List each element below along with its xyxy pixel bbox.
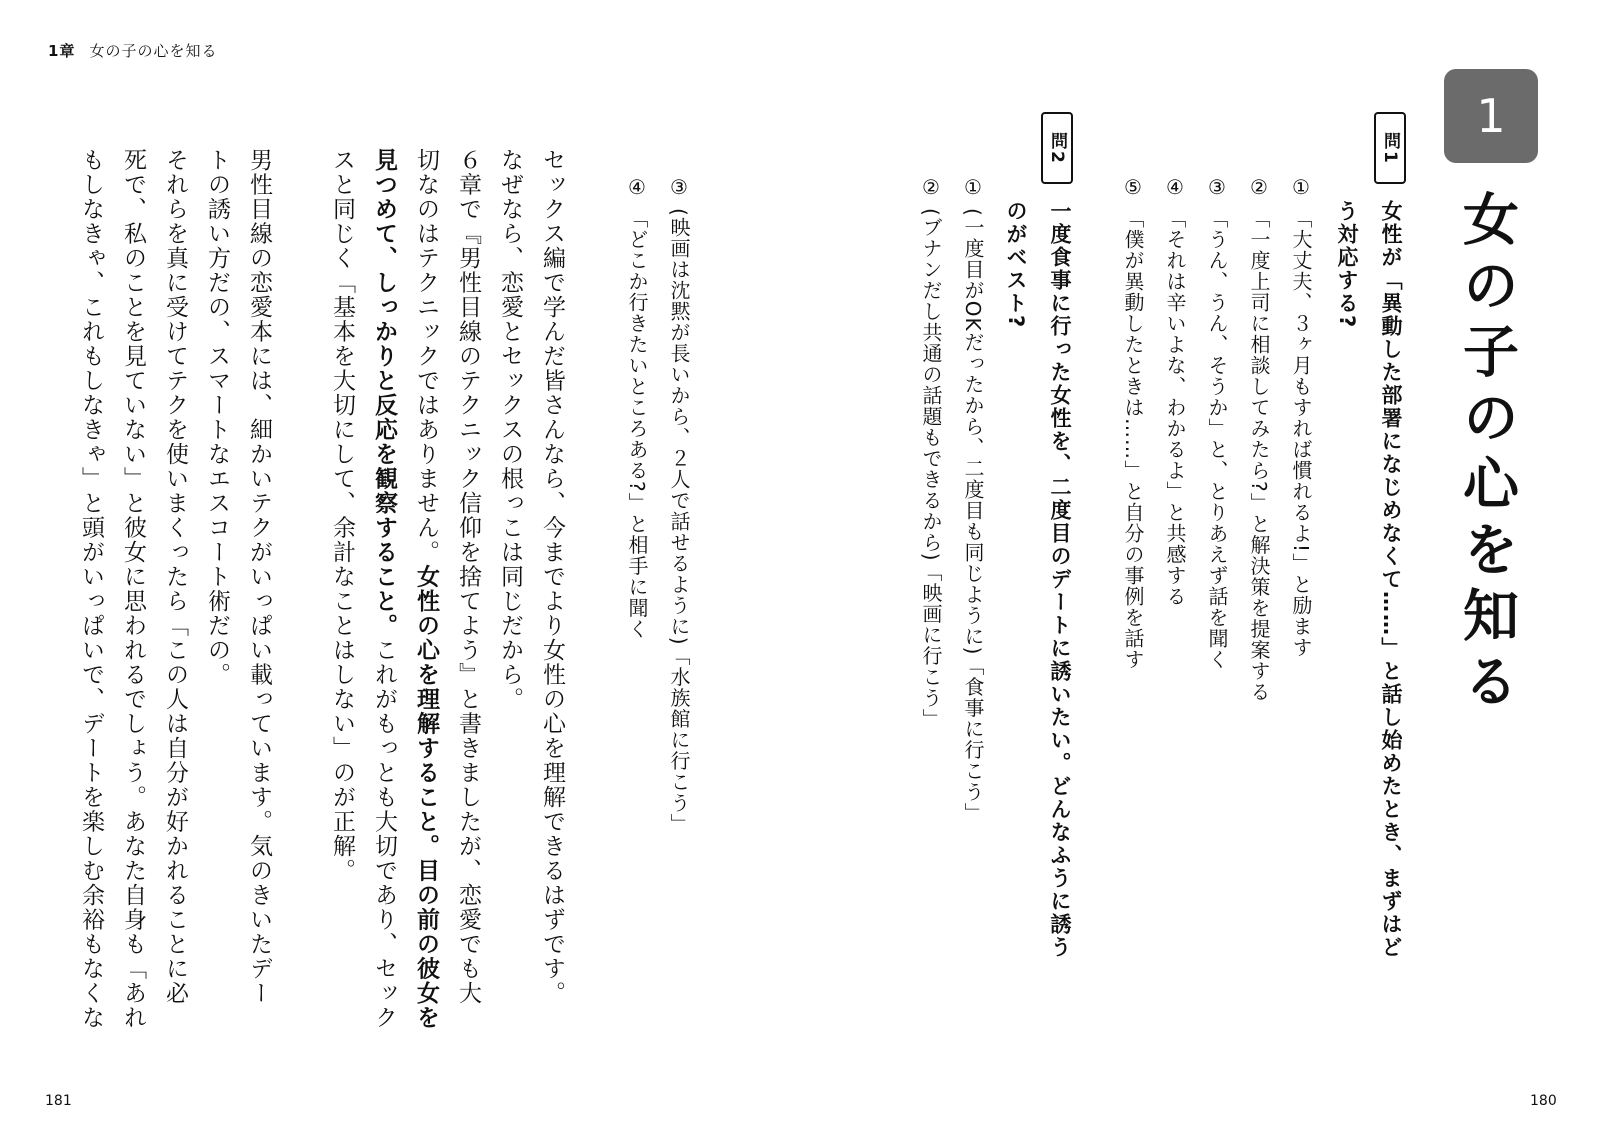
question-1-text <box>1323 200 1413 1080</box>
choice-text: (一度目がOKだったから、二度目も同じように)「食事に行こう」 <box>961 208 985 824</box>
body-line: 男性目線の恋愛本には、細かいテクがいっぱい載っています。気のきいたデー <box>246 148 272 1006</box>
chapter-title: 女の子の心を知る <box>1454 190 1519 718</box>
question-1-line: う対応する? <box>1335 200 1359 330</box>
question-2-choices-b <box>616 175 700 935</box>
body-text-a <box>318 148 573 1048</box>
question-1-choices <box>1112 175 1322 935</box>
choice-text: 「どこか行きたいところある?」と相手に聞く <box>625 208 649 640</box>
page-number-left: 181 <box>45 1093 72 1109</box>
question-2-choices-a <box>910 175 994 935</box>
choice-text: 「うん、うん、そうか」と、とりあえず話を聞く <box>1205 208 1229 670</box>
choice-item <box>1238 175 1280 935</box>
choice-item <box>1154 175 1196 935</box>
choice-number: ① <box>1289 175 1313 200</box>
choice-text: (映画は沈黙が長いから、２人で話せるように)「水族館に行こう」 <box>667 208 691 835</box>
choice-number: ④ <box>625 175 649 200</box>
question-2-text <box>992 200 1082 1080</box>
choice-text: 「それは辛いよな、わかるよ」と共感する <box>1163 208 1187 607</box>
chapter-number-badge: 1 <box>1444 69 1538 163</box>
question-2-line: のがベスト? <box>1004 200 1028 330</box>
question-1-label: 問1 <box>1374 112 1406 184</box>
body-line: もしなきゃ、これもしなきゃ」と頭がいっぱいで、デートを楽しむ余裕もなくな <box>78 148 104 1030</box>
choice-text: 「僕が異動したときは……」と自分の事例を話す <box>1121 208 1145 670</box>
choice-item <box>658 175 700 935</box>
question-1-line: 女性が「異動した部署になじめなくて……」と話し始めたとき、まずはど <box>1379 200 1403 959</box>
choice-item <box>1112 175 1154 935</box>
body-line <box>405 148 447 1048</box>
choice-text: 「一度上司に相談してみたら?」と解決策を提案する <box>1247 208 1271 703</box>
choice-text: (ブナンだし共通の話題もできるから)「映画に行こう」 <box>919 208 943 730</box>
body-line: ６章で『男性目線のテクニック信仰を捨てよう』と書きましたが、恋愛でも大 <box>455 148 481 1006</box>
page-number-right: 180 <box>1530 1093 1557 1109</box>
question-2-line: 一度食事に行った女性を、二度目のデートに誘いたい。どんなふうに誘う <box>1048 200 1072 959</box>
choice-number: ③ <box>667 175 691 200</box>
body-segment: これがもっとも大切であり、セック <box>371 638 397 1030</box>
question-2-label: 問2 <box>1041 112 1073 184</box>
choice-item <box>1280 175 1322 935</box>
choice-number: ③ <box>1205 175 1229 200</box>
body-emphasis: 女性の心を理解すること。目の前の彼女を <box>413 564 439 1030</box>
choice-item <box>616 175 658 935</box>
body-line: トの誘い方だの、スマートなエスコート術だの。 <box>204 148 230 687</box>
body-line <box>363 148 405 1048</box>
running-header-title: 女の子の心を知る <box>89 42 218 60</box>
body-line: セックス編で学んだ皆さんなら、今までより女性の心を理解できるはずです。 <box>539 148 565 1006</box>
body-line: なぜなら、恋愛とセックスの根っこは同じだから。 <box>497 148 523 712</box>
choice-text: 「大丈夫、３ヶ月もすれば慣れるよ!」と励ます <box>1289 208 1313 659</box>
choice-number: ① <box>961 175 985 200</box>
body-emphasis: 見つめて、しっかりと反応を観察すること。 <box>371 148 397 638</box>
body-text-b <box>70 148 280 1048</box>
choice-item <box>952 175 994 935</box>
body-line: スと同じく「基本を大切にして、余計なことはしない」のが正解。 <box>329 148 355 883</box>
choice-number: ② <box>1247 175 1271 200</box>
choice-number: ⑤ <box>1121 175 1145 200</box>
body-segment: 切なのはテクニックではありません。 <box>413 148 439 565</box>
running-header-chapter: 1章 <box>48 42 76 60</box>
choice-number: ④ <box>1163 175 1187 200</box>
choice-item <box>910 175 952 935</box>
choice-number: ② <box>919 175 943 200</box>
body-line: 死で、私のことを見ていない」と彼女に思われるでしょう。あなた自身も「あれ <box>120 148 146 1030</box>
running-header <box>48 40 217 61</box>
choice-item <box>1196 175 1238 935</box>
body-line: それらを真に受けてテクを使いまくったら「この人は自分が好かれることに必 <box>162 148 188 1006</box>
